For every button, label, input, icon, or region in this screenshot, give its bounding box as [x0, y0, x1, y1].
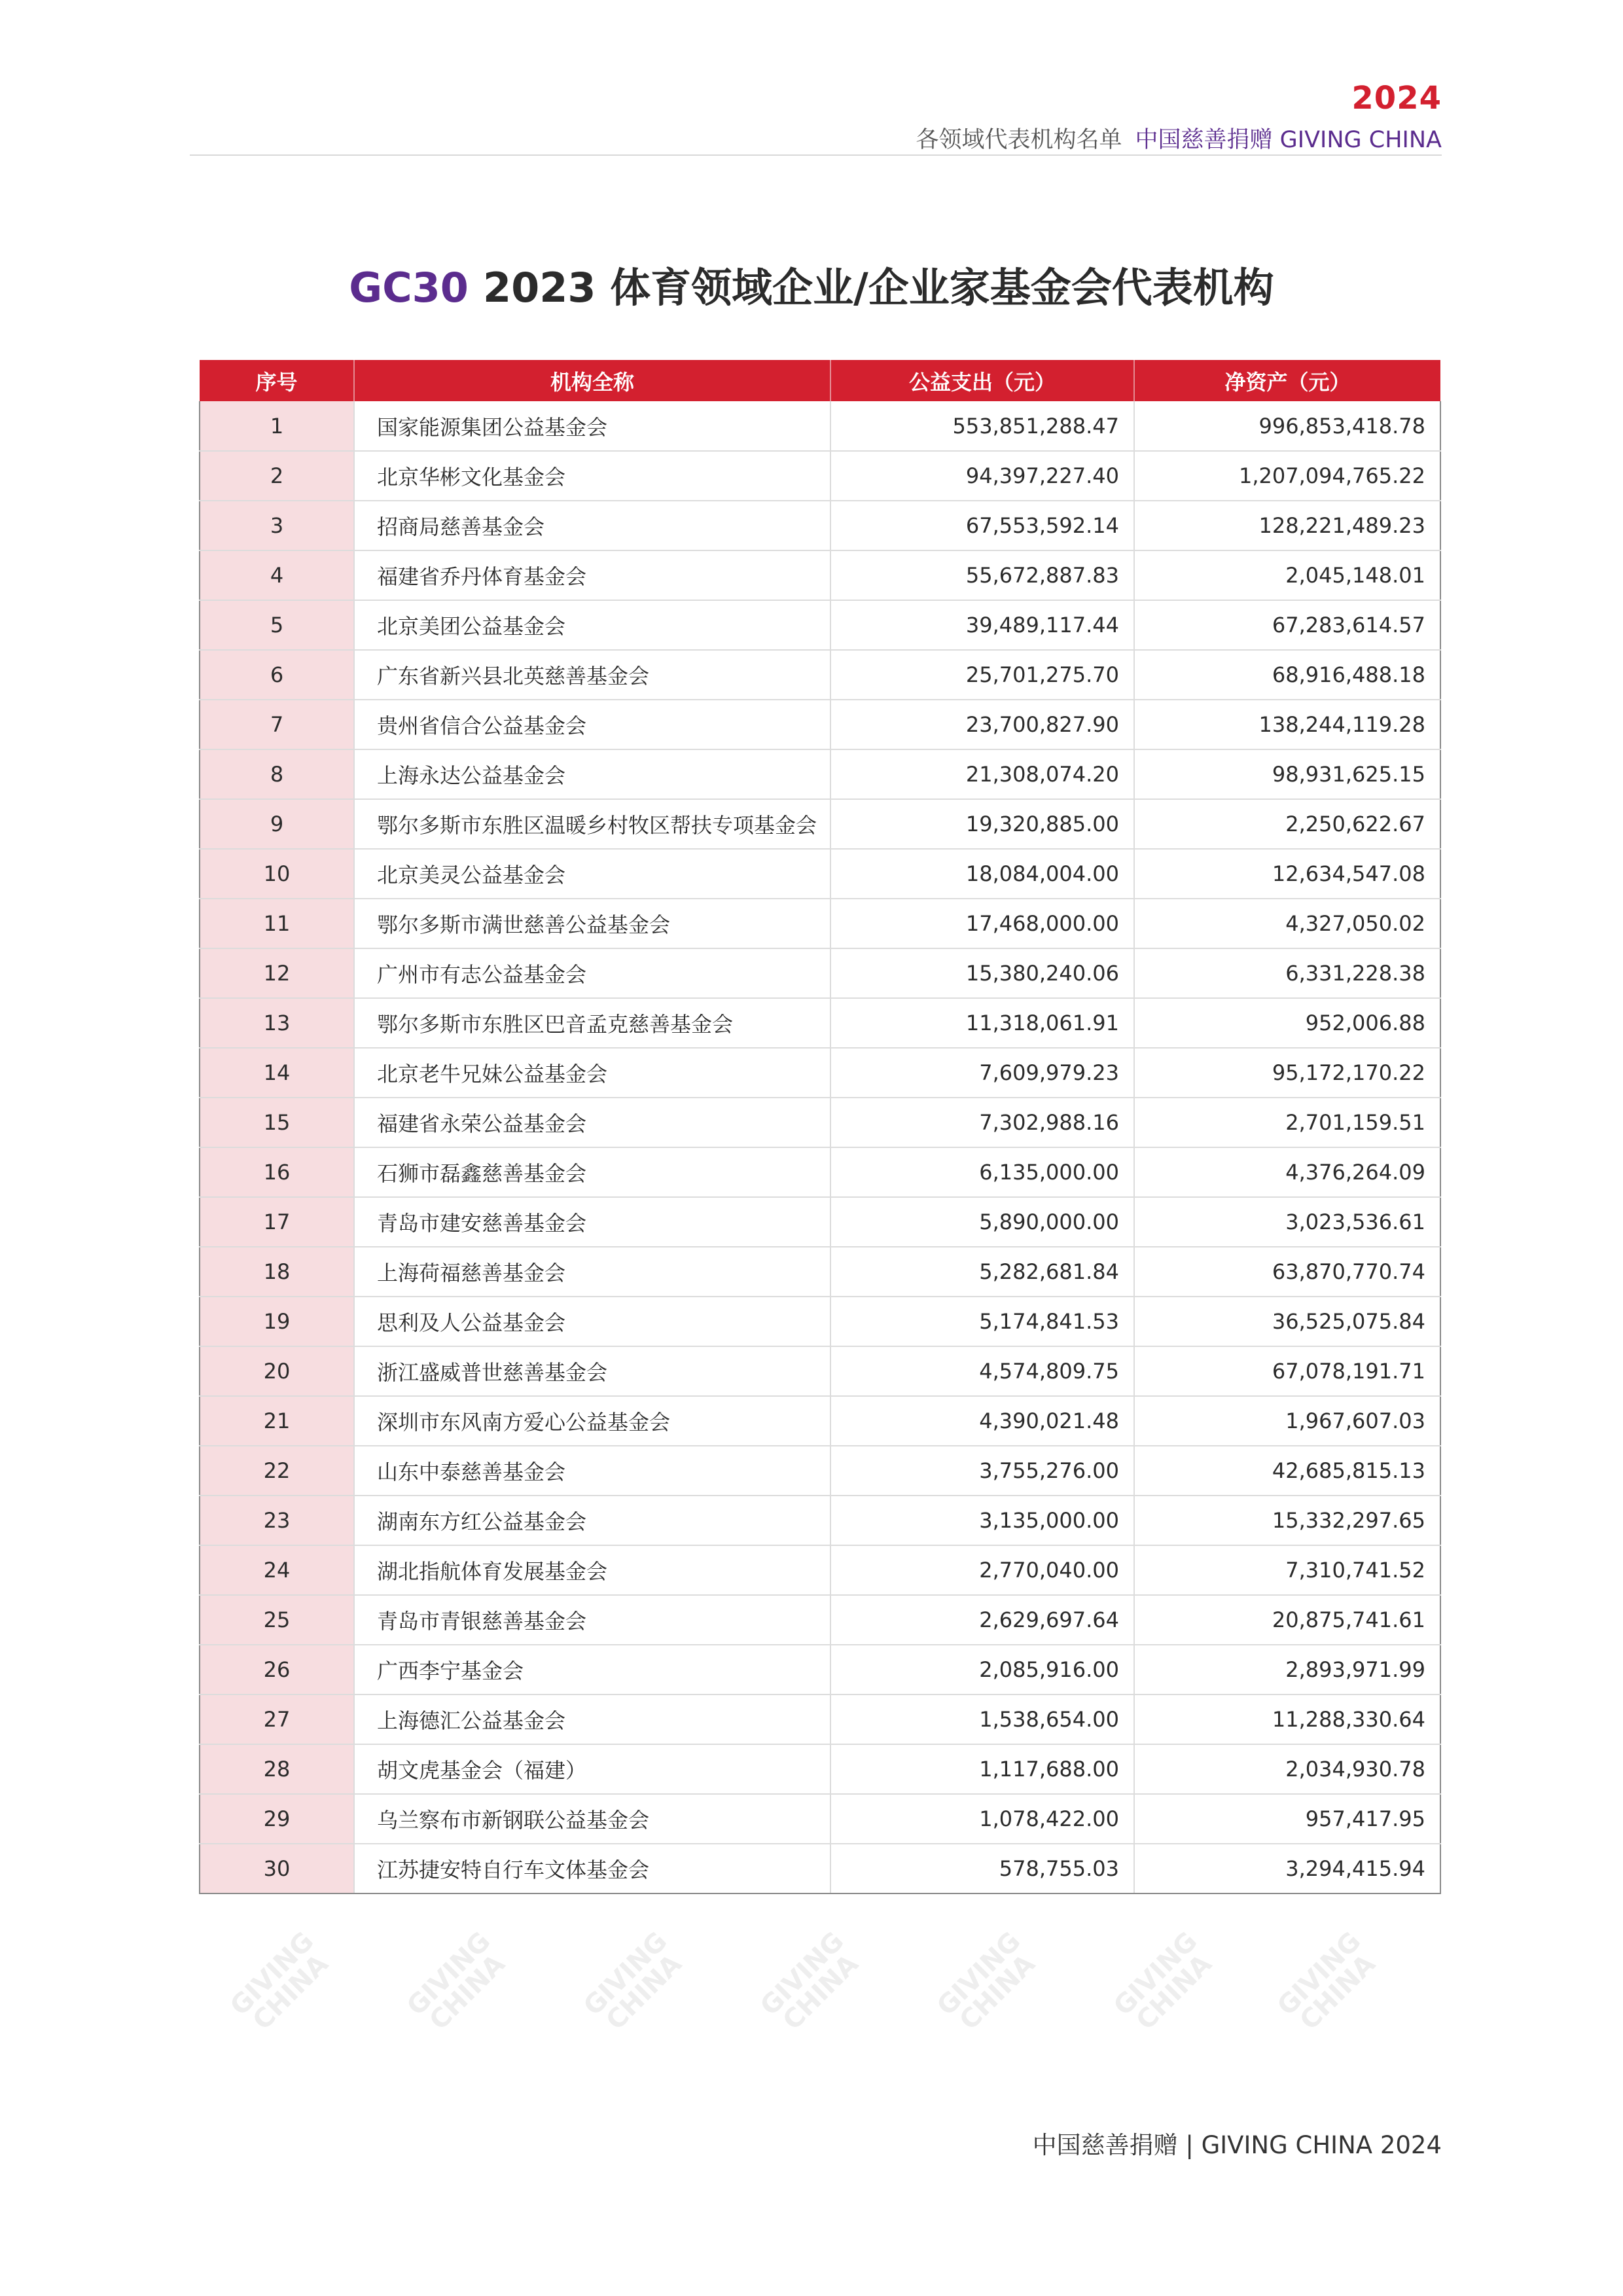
- table-row: [200, 1346, 1440, 1396]
- cell-index: 15: [200, 1098, 354, 1147]
- table-body: [200, 401, 1440, 1893]
- cell-name: 鄂尔多斯市东胜区温暖乡村牧区帮扶专项基金会: [354, 799, 830, 849]
- cell-index: 27: [200, 1695, 354, 1744]
- cell-name: 湖北指航体育发展基金会: [354, 1545, 830, 1595]
- cell-name: 北京老牛兄妹公益基金会: [354, 1048, 830, 1098]
- cell-name: 胡文虎基金会（福建）: [354, 1744, 830, 1794]
- cell-name: 深圳市东风南方爱心公益基金会: [354, 1396, 830, 1446]
- cell-expense: 2,629,697.64: [830, 1595, 1134, 1645]
- cell-assets: 7,310,741.52: [1134, 1545, 1440, 1595]
- cell-name: 国家能源集团公益基金会: [354, 401, 830, 451]
- table-row: [200, 1396, 1440, 1446]
- cell-assets: 957,417.95: [1134, 1794, 1440, 1844]
- header-divider: [190, 154, 1442, 156]
- cell-assets: 15,332,297.65: [1134, 1496, 1440, 1545]
- table-row: [200, 1446, 1440, 1496]
- cell-expense: 21,308,074.20: [830, 749, 1134, 799]
- cell-name: 青岛市建安慈善基金会: [354, 1197, 830, 1247]
- cell-expense: 1,117,688.00: [830, 1744, 1134, 1794]
- table-row: [200, 1844, 1440, 1893]
- cell-name: 福建省乔丹体育基金会: [354, 550, 830, 600]
- table-row: [200, 1197, 1440, 1247]
- cell-index: 9: [200, 799, 354, 849]
- cell-index: 30: [200, 1844, 354, 1893]
- col-header-name: 机构全称: [354, 360, 830, 401]
- cell-index: 8: [200, 749, 354, 799]
- cell-index: 25: [200, 1595, 354, 1645]
- watermark: GIVING CHINA: [1272, 1926, 1382, 2036]
- watermark: GIVING CHINA: [578, 1926, 688, 2036]
- cell-assets: 4,376,264.09: [1134, 1147, 1440, 1197]
- cell-index: 1: [200, 401, 354, 451]
- cell-expense: 6,135,000.00: [830, 1147, 1134, 1197]
- cell-index: 26: [200, 1645, 354, 1695]
- cell-assets: 2,034,930.78: [1134, 1744, 1440, 1794]
- cell-name: 乌兰察布市新钢联公益基金会: [354, 1794, 830, 1844]
- cell-name: 鄂尔多斯市满世慈善公益基金会: [354, 899, 830, 948]
- table-row: [200, 550, 1440, 600]
- watermark: GIVING CHINA: [1108, 1926, 1218, 2036]
- cell-assets: 63,870,770.74: [1134, 1247, 1440, 1297]
- cell-index: 14: [200, 1048, 354, 1098]
- title-code: GC30: [349, 264, 469, 312]
- watermark: GIVING CHINA: [401, 1926, 511, 2036]
- cell-expense: 19,320,885.00: [830, 799, 1134, 849]
- cell-expense: 3,755,276.00: [830, 1446, 1134, 1496]
- cell-index: 16: [200, 1147, 354, 1197]
- cell-name: 广西李宁基金会: [354, 1645, 830, 1695]
- cell-assets: 6,331,228.38: [1134, 948, 1440, 998]
- table-row: [200, 700, 1440, 749]
- foundation-table: [199, 360, 1441, 1894]
- cell-assets: 67,078,191.71: [1134, 1346, 1440, 1396]
- cell-index: 21: [200, 1396, 354, 1446]
- cell-index: 10: [200, 849, 354, 899]
- cell-name: 广州市有志公益基金会: [354, 948, 830, 998]
- cell-expense: 5,174,841.53: [830, 1297, 1134, 1346]
- cell-name: 北京美灵公益基金会: [354, 849, 830, 899]
- cell-expense: 67,553,592.14: [830, 501, 1134, 550]
- cell-index: 18: [200, 1247, 354, 1297]
- cell-index: 20: [200, 1346, 354, 1396]
- cell-assets: 2,893,971.99: [1134, 1645, 1440, 1695]
- table-row: [200, 1048, 1440, 1098]
- cell-index: 5: [200, 600, 354, 650]
- table-header-row: [200, 360, 1440, 401]
- cell-expense: 17,468,000.00: [830, 899, 1134, 948]
- table-row: [200, 1098, 1440, 1147]
- cell-name: 山东中泰慈善基金会: [354, 1446, 830, 1496]
- cell-name: 招商局慈善基金会: [354, 501, 830, 550]
- cell-index: 3: [200, 501, 354, 550]
- cell-assets: 3,023,536.61: [1134, 1197, 1440, 1247]
- table-row: [200, 749, 1440, 799]
- cell-assets: 98,931,625.15: [1134, 749, 1440, 799]
- cell-index: 23: [200, 1496, 354, 1545]
- cell-name: 石狮市磊鑫慈善基金会: [354, 1147, 830, 1197]
- cell-assets: 952,006.88: [1134, 998, 1440, 1048]
- table-row: [200, 650, 1440, 700]
- cell-index: 24: [200, 1545, 354, 1595]
- table-row: [200, 501, 1440, 550]
- cell-assets: 3,294,415.94: [1134, 1844, 1440, 1893]
- cell-assets: 2,701,159.51: [1134, 1098, 1440, 1147]
- cell-assets: 67,283,614.57: [1134, 600, 1440, 650]
- cell-assets: 2,250,622.67: [1134, 799, 1440, 849]
- cell-assets: 42,685,815.13: [1134, 1446, 1440, 1496]
- table-row: [200, 1645, 1440, 1695]
- table-row: [200, 948, 1440, 998]
- cell-index: 11: [200, 899, 354, 948]
- cell-expense: 553,851,288.47: [830, 401, 1134, 451]
- cell-index: 6: [200, 650, 354, 700]
- table-row: [200, 1247, 1440, 1297]
- table-row: [200, 1794, 1440, 1844]
- cell-index: 28: [200, 1744, 354, 1794]
- cell-expense: 23,700,827.90: [830, 700, 1134, 749]
- cell-name: 上海荷福慈善基金会: [354, 1247, 830, 1297]
- table-row: [200, 1297, 1440, 1346]
- col-header-assets: 净资产（元）: [1134, 360, 1440, 401]
- header-line: [916, 122, 1442, 154]
- cell-assets: 36,525,075.84: [1134, 1297, 1440, 1346]
- cell-assets: 996,853,418.78: [1134, 401, 1440, 451]
- cell-expense: 2,085,916.00: [830, 1645, 1134, 1695]
- cell-expense: 7,609,979.23: [830, 1048, 1134, 1098]
- table-row: [200, 1147, 1440, 1197]
- cell-index: 2: [200, 451, 354, 501]
- table-row: [200, 1595, 1440, 1645]
- cell-index: 13: [200, 998, 354, 1048]
- cell-expense: 5,890,000.00: [830, 1197, 1134, 1247]
- cell-assets: 12,634,547.08: [1134, 849, 1440, 899]
- cell-expense: 55,672,887.83: [830, 550, 1134, 600]
- cell-assets: 1,967,607.03: [1134, 1396, 1440, 1446]
- cell-name: 上海永达公益基金会: [354, 749, 830, 799]
- cell-expense: 4,574,809.75: [830, 1346, 1134, 1396]
- cell-expense: 4,390,021.48: [830, 1396, 1134, 1446]
- table-row: [200, 1545, 1440, 1595]
- cell-assets: 138,244,119.28: [1134, 700, 1440, 749]
- cell-expense: 3,135,000.00: [830, 1496, 1134, 1545]
- header-year: 2024: [1351, 80, 1442, 117]
- cell-name: 上海德汇公益基金会: [354, 1695, 830, 1744]
- col-header-expense: 公益支出（元）: [830, 360, 1134, 401]
- cell-assets: 68,916,488.18: [1134, 650, 1440, 700]
- page-title: [0, 255, 1623, 314]
- cell-assets: 1,207,094,765.22: [1134, 451, 1440, 501]
- cell-assets: 128,221,489.23: [1134, 501, 1440, 550]
- cell-name: 江苏捷安特自行车文体基金会: [354, 1844, 830, 1893]
- cell-index: 4: [200, 550, 354, 600]
- cell-expense: 1,078,422.00: [830, 1794, 1134, 1844]
- cell-index: 17: [200, 1197, 354, 1247]
- table-row: [200, 1744, 1440, 1794]
- table-row: [200, 600, 1440, 650]
- cell-name: 北京华彬文化基金会: [354, 451, 830, 501]
- cell-index: 22: [200, 1446, 354, 1496]
- table-row: [200, 451, 1440, 501]
- table-row: [200, 849, 1440, 899]
- cell-name: 贵州省信合公益基金会: [354, 700, 830, 749]
- cell-name: 广东省新兴县北英慈善基金会: [354, 650, 830, 700]
- cell-name: 青岛市青银慈善基金会: [354, 1595, 830, 1645]
- table-row: [200, 998, 1440, 1048]
- cell-name: 福建省永荣公益基金会: [354, 1098, 830, 1147]
- col-header-index: 序号: [200, 360, 354, 401]
- table-row: [200, 1695, 1440, 1744]
- header-brand: 中国慈善捐赠 GIVING CHINA: [1135, 127, 1442, 153]
- cell-expense: 1,538,654.00: [830, 1695, 1134, 1744]
- cell-expense: 2,770,040.00: [830, 1545, 1134, 1595]
- page-footer: 中国慈善捐赠 | GIVING CHINA 2024: [1032, 2131, 1442, 2159]
- cell-expense: 578,755.03: [830, 1844, 1134, 1893]
- cell-expense: 15,380,240.06: [830, 948, 1134, 998]
- cell-expense: 5,282,681.84: [830, 1247, 1134, 1297]
- cell-assets: 4,327,050.02: [1134, 899, 1440, 948]
- cell-expense: 11,318,061.91: [830, 998, 1134, 1048]
- cell-index: 29: [200, 1794, 354, 1844]
- cell-index: 12: [200, 948, 354, 998]
- cell-name: 思利及人公益基金会: [354, 1297, 830, 1346]
- watermark: GIVING CHINA: [931, 1926, 1041, 2036]
- cell-expense: 18,084,004.00: [830, 849, 1134, 899]
- table-row: [200, 1496, 1440, 1545]
- table-row: [200, 799, 1440, 849]
- watermark: GIVING CHINA: [224, 1926, 334, 2036]
- cell-index: 19: [200, 1297, 354, 1346]
- cell-expense: 94,397,227.40: [830, 451, 1134, 501]
- title-text: 2023 体育领域企业/企业家基金会代表机构: [482, 264, 1274, 312]
- header-section: 各领域代表机构名单: [916, 127, 1122, 153]
- cell-index: 7: [200, 700, 354, 749]
- cell-name: 北京美团公益基金会: [354, 600, 830, 650]
- watermark: GIVING CHINA: [755, 1926, 865, 2036]
- cell-expense: 7,302,988.16: [830, 1098, 1134, 1147]
- cell-expense: 39,489,117.44: [830, 600, 1134, 650]
- cell-assets: 95,172,170.22: [1134, 1048, 1440, 1098]
- cell-name: 鄂尔多斯市东胜区巴音孟克慈善基金会: [354, 998, 830, 1048]
- cell-name: 浙江盛威普世慈善基金会: [354, 1346, 830, 1396]
- cell-assets: 20,875,741.61: [1134, 1595, 1440, 1645]
- cell-expense: 25,701,275.70: [830, 650, 1134, 700]
- table-row: [200, 401, 1440, 451]
- cell-assets: 2,045,148.01: [1134, 550, 1440, 600]
- cell-assets: 11,288,330.64: [1134, 1695, 1440, 1744]
- table-row: [200, 899, 1440, 948]
- cell-name: 湖南东方红公益基金会: [354, 1496, 830, 1545]
